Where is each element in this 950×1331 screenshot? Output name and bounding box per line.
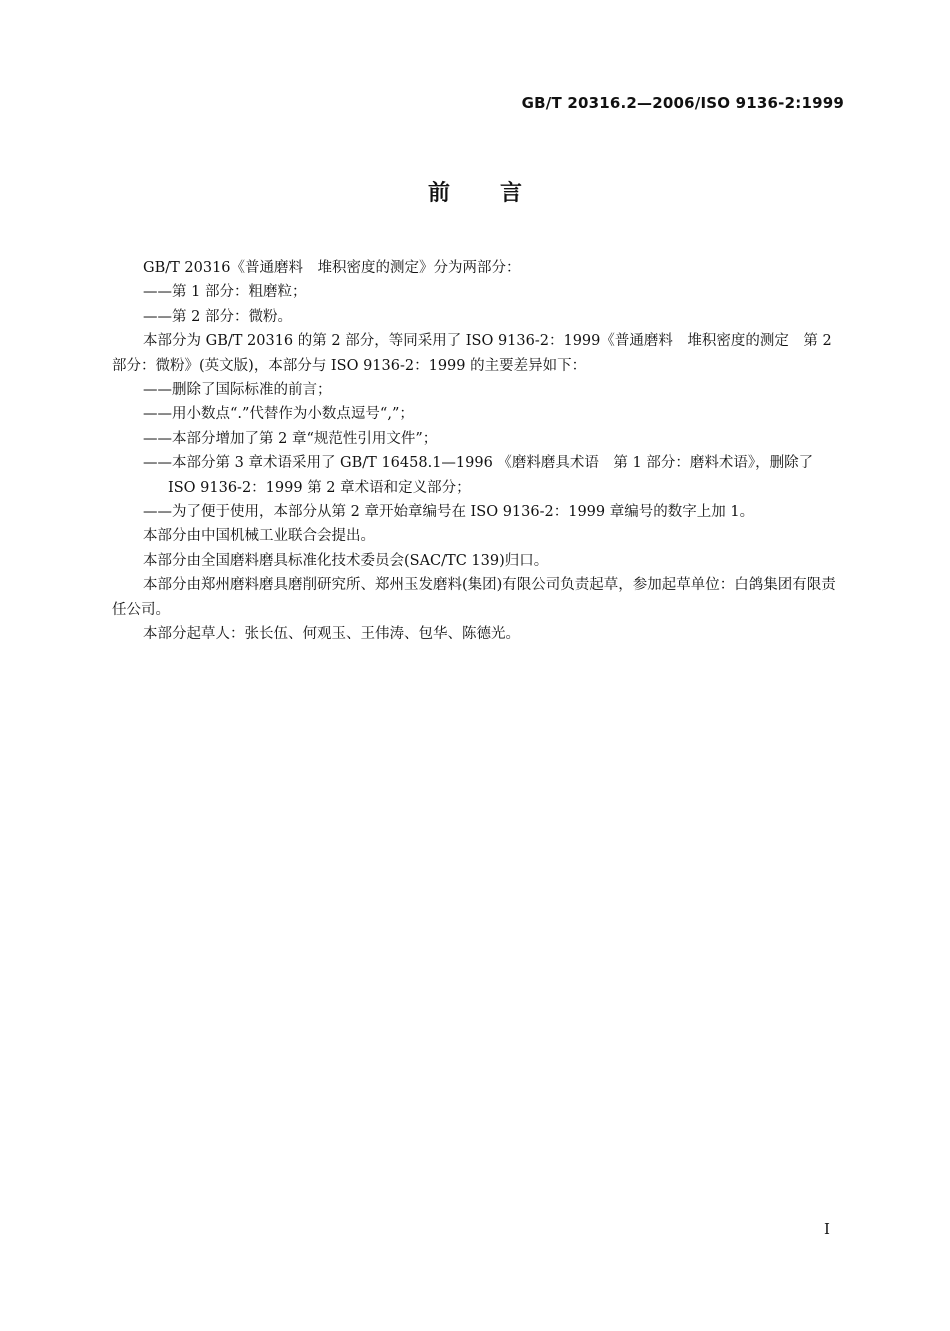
paragraph-intro: GB/T 20316《普通磨料 堆积密度的测定》分为两部分：	[143, 260, 521, 276]
paragraph-adoption: 本部分为 GB/T 20316 的第 2 部分，等同采用了 ISO 9136-2：1999《普通磨料 堆积密度的测定 第 2 部分：微粉》(英文版)，本部分与 ISO 9136-2：1999 的主要差异如下：	[112, 333, 832, 374]
standard-code: GB/T 20316.2—2006/ISO 9136-2:1999	[521, 94, 844, 112]
list-item-part1: ——第 1 部分：粗磨粒；	[143, 284, 307, 301]
paragraph-proposed-by: 本部分由中国机械工业联合会提出。	[143, 528, 375, 545]
list-item-difference-5: ——为了便于使用，本部分从第 2 章开始章编号在 ISO 9136-2：1999 章编号的数字上加 1。	[143, 504, 755, 521]
page-number: I	[824, 1220, 830, 1238]
list-item-part2: ——第 2 部分：微粉。	[143, 308, 292, 325]
list-item-difference-2: ——用小数点“.”代替作为小数点逗号“,”；	[143, 406, 414, 423]
foreword-body	[112, 256, 844, 647]
page-title: 前言	[427, 181, 572, 206]
paragraph-drafters: 本部分起草人：张长伍、何观玉、王伟涛、包华、陈德光。	[143, 626, 520, 643]
list-item-difference-3: ——本部分增加了第 2 章“规范性引用文件”；	[143, 430, 438, 447]
paragraph-committee: 本部分由全国磨料磨具标准化技术委员会(SAC/TC 139)归口。	[143, 552, 549, 569]
list-item-difference-4: ——本部分第 3 章术语采用了 GB/T 16458.1—1996 《磨料磨具术语 第 1 部分：磨料术语》，删除了 ISO 9136-2：1999 第 2 章术语和定义部分；	[143, 455, 814, 496]
list-item-difference-1: ——删除了国际标准的前言；	[143, 382, 332, 399]
paragraph-drafting-units: 本部分由郑州磨料磨具磨削研究所、郑州玉发磨料(集团)有限公司负责起草，参加起草单位：白鸽集团有限责任公司。	[112, 577, 836, 618]
